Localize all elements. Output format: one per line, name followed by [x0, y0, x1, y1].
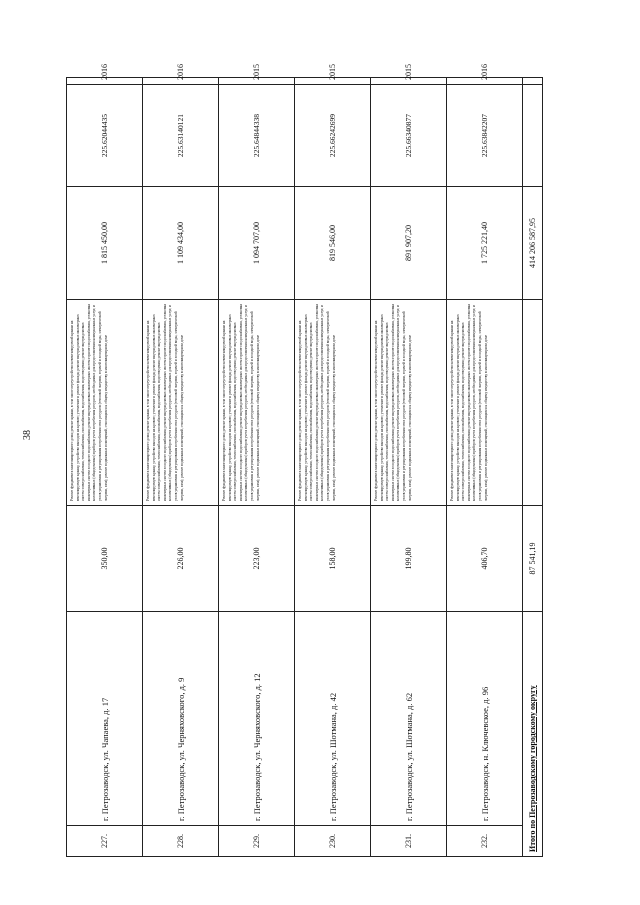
program-table	[66, 64, 543, 857]
code-cell: 225.63842207	[447, 85, 523, 187]
year-cell: 2015	[371, 78, 447, 85]
area-cell: 223,00	[219, 506, 295, 612]
year-cell: 2016	[143, 78, 219, 85]
cost-cell: 1 815 450,00	[67, 187, 143, 300]
table-row	[295, 78, 371, 857]
total-row	[523, 78, 543, 857]
table-row	[67, 78, 143, 857]
table-row	[219, 78, 295, 857]
page-number: 38	[22, 430, 33, 440]
address-cell: г. Петрозаводск, ул. Шотмана, д. 42	[295, 612, 371, 826]
total-area: 87 541,19	[523, 506, 543, 612]
table-row	[371, 78, 447, 857]
works-cell: Ремонт фундамента многоквартирного дома; ремонт крыши, в том числе переустройство невентилируемой крыши на вентилируемую крышу, устройство выходов на кровлю; утепление и ремонт фасада; ремонт внутридомовых инженерных систем электроснабжения, теплоснабжения, газоснабжения, водоснабжения, водоотведения; ремонт внутридомовых инженерных систем холодного водоснабжения; ремонт внутридомовых инженерных систем горячего водоснабжения, установка коллективных (общедомовых) приборов учета потребления ресурсов, необходимых для предоставления коммунальных услуг, и узлов управления и регулирования потребления этих ресурсов (тепловой энергии, горячей и холодной воды, электрической энергии, газа); ремонт подвальных помещений, относящихся к общему имуществу в многоквартирном доме	[67, 300, 143, 506]
rotated-table-container	[66, 64, 542, 857]
year-cell: 2015	[219, 78, 295, 85]
year-cell: 2016	[447, 78, 523, 85]
address-cell: г. Петрозаводск, ул. Черняховского, д. 12	[219, 612, 295, 826]
row-number: 232.	[447, 826, 523, 857]
area-cell: 350,00	[67, 506, 143, 612]
address-cell: г. Петрозаводск, н. Ключевское, д. 96	[447, 612, 523, 826]
works-cell: Ремонт фундамента многоквартирного дома; ремонт крыши, в том числе переустройство невентилируемой крыши на вентилируемую крышу, устройство выходов на кровлю; утепление и ремонт фасада; ремонт внутридомовых инженерных систем электроснабжения, теплоснабжения, газоснабжения, водоснабжения, водоотведения; ремонт внутридомовых инженерных систем холодного водоснабжения; ремонт внутридомовых инженерных систем горячего водоснабжения, установка коллективных (общедомовых) приборов учета потребления ресурсов, необходимых для предоставления коммунальных услуг, и узлов управления и регулирования потребления этих ресурсов (тепловой энергии, горячей и холодной воды, электрической энергии, газа); ремонт подвальных помещений, относящихся к общему имуществу в многоквартирном доме	[447, 300, 523, 506]
area-cell: 406,70	[447, 506, 523, 612]
row-number: 231.	[371, 826, 447, 857]
cost-cell: 891 907,20	[371, 187, 447, 300]
area-cell: 226,00	[143, 506, 219, 612]
table-row	[447, 78, 523, 857]
total-cost: 414 206 587,95	[523, 187, 543, 300]
total-year-empty	[523, 78, 543, 85]
year-cell: 2015	[295, 78, 371, 85]
code-cell: 225.63140121	[143, 85, 219, 187]
total-label-text: Итого по Петрозаводскому городскому округу	[528, 685, 537, 852]
address-cell: г. Петрозаводск, ул. Черняховского, д. 9	[143, 612, 219, 826]
year-cell: 2016	[67, 78, 143, 85]
row-number: 230.	[295, 826, 371, 857]
works-cell: Ремонт фундамента многоквартирного дома; ремонт крыши, в том числе переустройство невентилируемой крыши на вентилируемую крышу, устройство выходов на кровлю; утепление и ремонт фасада; ремонт внутридомовых инженерных систем электроснабжения, теплоснабжения, газоснабжения, водоснабжения, водоотведения; ремонт внутридомовых инженерных систем холодного водоснабжения; ремонт внутридомовых инженерных систем горячего водоснабжения, установка коллективных (общедомовых) приборов учета потребления ресурсов, необходимых для предоставления коммунальных услуг, и узлов управления и регулирования потребления этих ресурсов (тепловой энергии, горячей и холодной воды, электрической энергии, газа); ремонт подвальных помещений, относящихся к общему имуществу в многоквартирном доме	[295, 300, 371, 506]
works-cell: Ремонт фундамента многоквартирного дома; ремонт крыши, в том числе переустройство невентилируемой крыши на вентилируемую крышу, устройство выходов на кровлю; утепление и ремонт фасада; ремонт внутридомовых инженерных систем электроснабжения, теплоснабжения, газоснабжения, водоснабжения, водоотведения; ремонт внутридомовых инженерных систем холодного водоснабжения; ремонт внутридомовых инженерных систем горячего водоснабжения, установка коллективных (общедомовых) приборов учета потребления ресурсов, необходимых для предоставления коммунальных услуг, и узлов управления и регулирования потребления этих ресурсов (тепловой энергии, горячей и холодной воды, электрической энергии, газа); ремонт подвальных помещений, относящихся к общему имуществу в многоквартирном доме	[371, 300, 447, 506]
code-cell: 225.66340877	[371, 85, 447, 187]
row-number: 228.	[143, 826, 219, 857]
total-label	[523, 612, 543, 857]
cost-cell: 1 094 707,00	[219, 187, 295, 300]
code-cell: 225.62044435	[67, 85, 143, 187]
works-cell: Ремонт фундамента многоквартирного дома; ремонт крыши, в том числе переустройство невентилируемой крыши на вентилируемую крышу, устройство выходов на кровлю; утепление и ремонт фасада; ремонт внутридомовых инженерных систем электроснабжения, теплоснабжения, газоснабжения, водоснабжения, водоотведения; ремонт внутридомовых инженерных систем холодного водоснабжения; ремонт внутридомовых инженерных систем горячего водоснабжения, установка коллективных (общедомовых) приборов учета потребления ресурсов, необходимых для предоставления коммунальных услуг, и узлов управления и регулирования потребления этих ресурсов (тепловой энергии, горячей и холодной воды, электрической энергии, газа); ремонт подвальных помещений, относящихся к общему имуществу в многоквартирном доме	[143, 300, 219, 506]
area-cell: 158,00	[295, 506, 371, 612]
address-cell: г. Петрозаводск, ул. Шотмана, д. 62	[371, 612, 447, 826]
code-cell: 225.66242699	[295, 85, 371, 187]
cost-cell: 1 109 434,00	[143, 187, 219, 300]
code-cell: 225.64844338	[219, 85, 295, 187]
cost-cell: 819 546,00	[295, 187, 371, 300]
row-number: 227.	[67, 826, 143, 857]
total-code-empty	[523, 85, 543, 187]
table-row	[143, 78, 219, 857]
table-body	[67, 64, 543, 857]
address-cell: г. Петрозаводск, ул. Чапаева, д. 17	[67, 612, 143, 826]
total-works-empty	[523, 300, 543, 506]
works-cell: Ремонт фундамента многоквартирного дома; ремонт крыши, в том числе переустройство невентилируемой крыши на вентилируемую крышу, устройство выходов на кровлю; утепление и ремонт фасада; ремонт внутридомовых инженерных систем электроснабжения, теплоснабжения, газоснабжения, водоснабжения, водоотведения; ремонт внутридомовых инженерных систем холодного водоснабжения; ремонт внутридомовых инженерных систем горячего водоснабжения, установка коллективных (общедомовых) приборов учета потребления ресурсов, необходимых для предоставления коммунальных услуг, и узлов управления и регулирования потребления этих ресурсов (тепловой энергии, горячей и холодной воды, электрической энергии, газа); ремонт подвальных помещений, относящихся к общему имуществу в многоквартирном доме	[219, 300, 295, 506]
area-cell: 199,80	[371, 506, 447, 612]
cost-cell: 1 725 221,40	[447, 187, 523, 300]
row-number: 229.	[219, 826, 295, 857]
